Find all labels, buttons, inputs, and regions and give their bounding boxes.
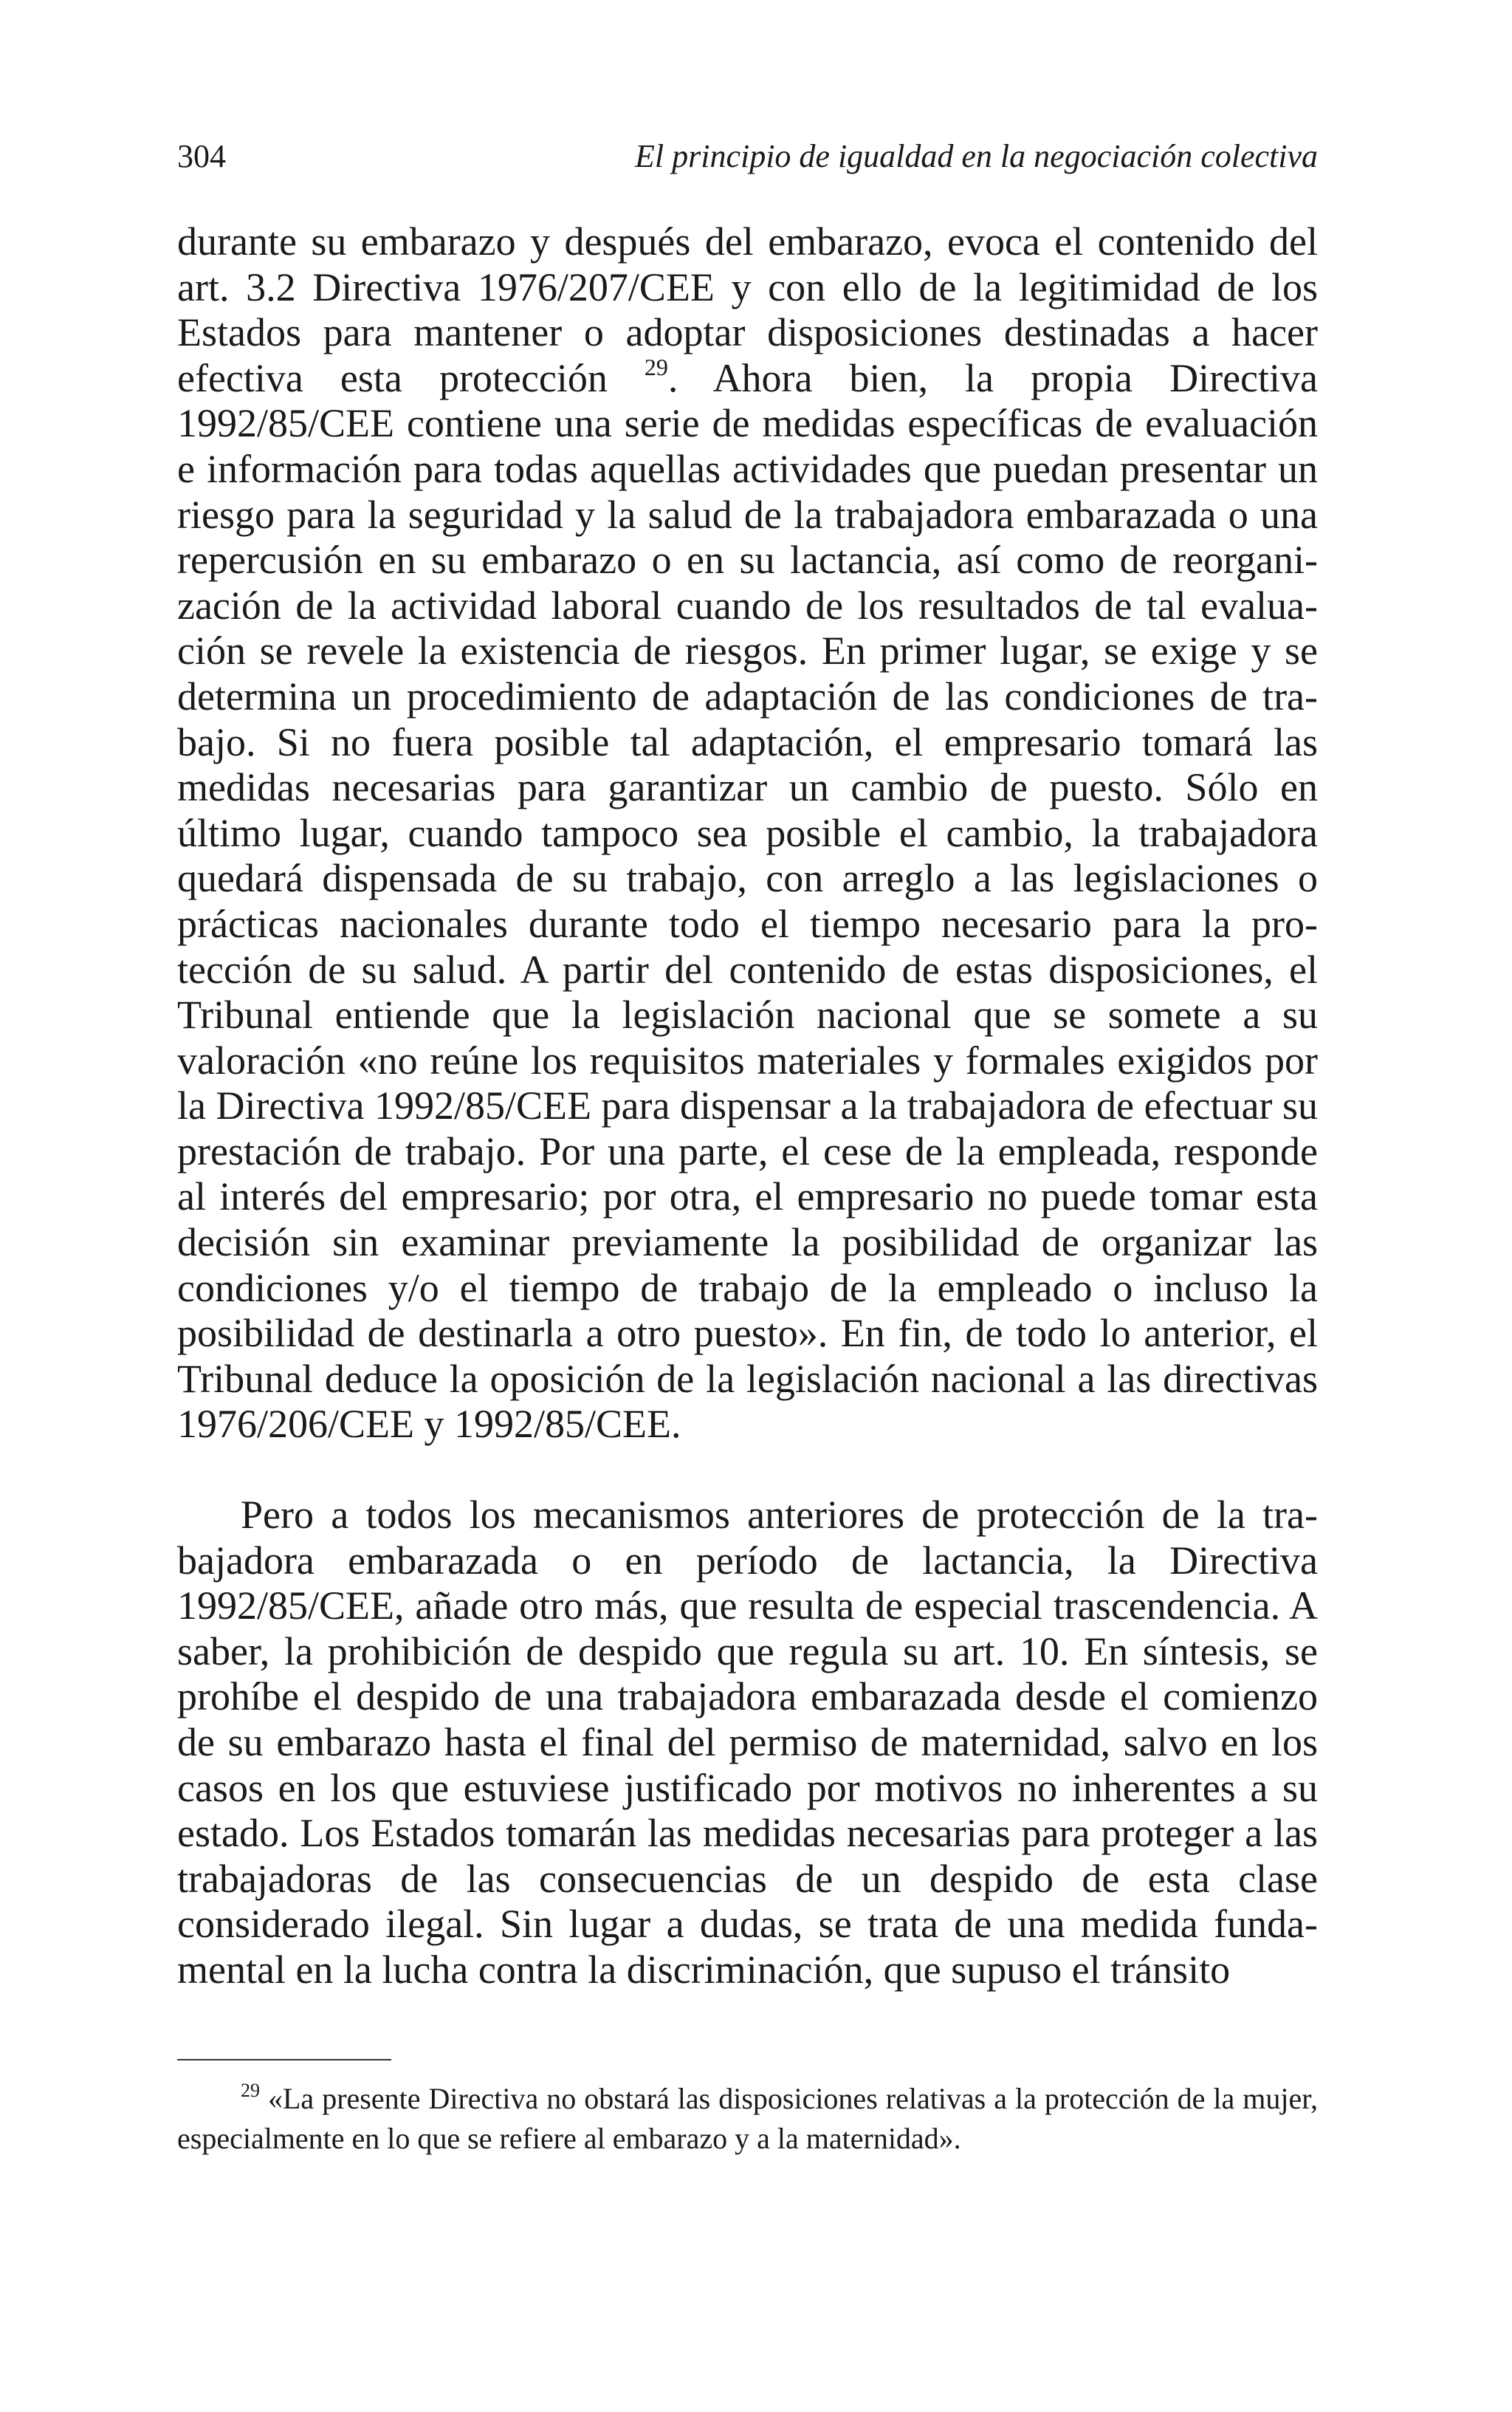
paragraph-1 (177, 219, 1318, 1447)
page-number: 304 (177, 138, 226, 174)
paragraph-1-text-a: durante su embarazo y después del embarazo, evoca el contenido del art. 3.2 Directiva 1976/207/CEE y con ello de la legitimidad de los Estados para mantener o adoptar disposiciones destinadas a hacer efectiva esta protección (177, 219, 1318, 400)
paragraph-2: Pero a todos los mecanismos anteriores de protección de la trabajadora embarazada o en período de lactancia, la Directiva 1992/85/CEE, añade otro más, que resulta de especial trascendencia. A saber, la prohibición de despido que regula su art. 10. En síntesis, se prohíbe el despido de una trabajadora embarazada desde el comienzo de su embarazo hasta el final del permiso de maternidad, salvo en los casos en los que estuviese justificado por motivos no inherentes a su estado. Los Estados tomarán las medidas necesarias para proteger a las trabajadoras de las consecuencias de un despido de esta clase considerado ilegal. Sin lugar a dudas, se trata de una medida fundamental en la lucha contra la discriminación, que supuso el tránsito (177, 1493, 1318, 1992)
running-head (177, 134, 1318, 179)
footnote-text: «La presente Directiva no obstará las disposiciones relativas a la protección de la mujer, especialmente en lo que se refiere al embarazo y a la maternidad». (177, 2082, 1318, 2155)
footnote-reference: 29 (644, 353, 668, 380)
book-page (177, 0, 1318, 2412)
paragraph-1-text-b: . Ahora bien, la propia Directiva 1992/85/CEE contiene una serie de medidas específicas de evaluación e información para todas aquellas actividades que puedan presentar un riesgo para la seguridad y la salud de la trabajadora embarazada o una repercusión en su embarazo o en su lactancia, así como de reorganización de la actividad laboral cuando de los resultados de tal evaluación se revele la existencia de riesgos. En primer lugar, se exige y se determina un procedimiento de adaptación de las condiciones de trabajo. Si no fuera posible tal adaptación, el empresario tomará las medidas necesarias para garantizar un cambio de puesto. Sólo en último lugar, cuando tampoco sea posible el cambio, la trabajadora quedará dispensada de su trabajo, con arreglo a las legislaciones o prácticas nacionales durante todo el tiempo necesario para la protección de su salud. A partir del contenido de estas disposiciones, el Tribunal entiende que la legislación nacional que se somete a su valoración «no reúne los requisitos materiales y formales exigidos por la Directiva 1992/85/CEE para dispensar a la trabajadora de efectuar su prestación de trabajo. Por una parte, el cese de la empleada, responde al interés del empresario; por otra, el empresario no puede tomar esta decisión sin examinar previamente la posibilidad de organizar las condiciones y/o el tiempo de trabajo de la empleado o incluso la posibilidad de destinarla a otro puesto». En fin, de todo lo anterior, el Tribunal deduce la oposición de la legislación nacional a las directivas 1976/206/CEE y 1992/85/CEE. (177, 355, 1318, 1447)
footnote (177, 2079, 1318, 2159)
body-text (177, 219, 1318, 1993)
running-title: El principio de igualdad en la negociación colectiva (635, 138, 1318, 174)
footnote-rule (177, 2059, 391, 2060)
footnote-number: 29 (241, 2080, 260, 2101)
